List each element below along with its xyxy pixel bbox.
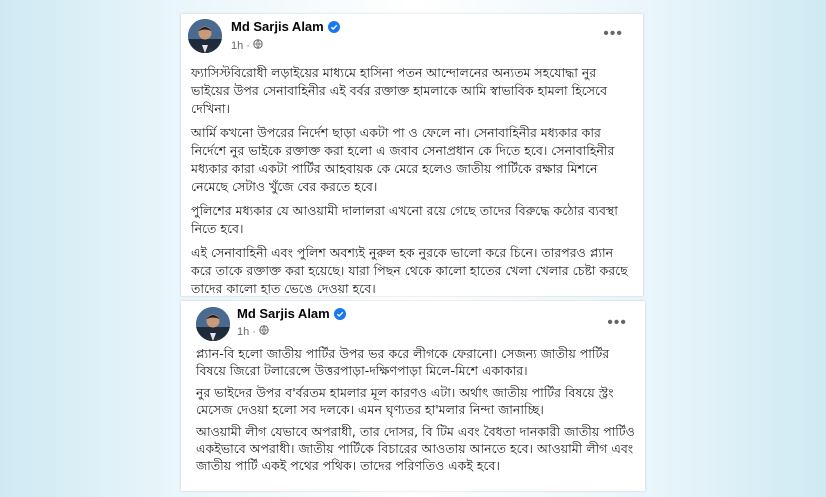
post-body [181,64,643,298]
globe-icon [253,39,263,52]
more-options-icon[interactable]: ••• [607,314,627,331]
facebook-post-1 [181,14,643,296]
verified-badge-icon [328,21,340,33]
post-paragraph: নুর ভাইদের উপর ব'র্বরতম হামলার মূল কারণও এটা। অর্থাৎ জাতীয় পার্টির বিষয়ে স্ট্রং মেসেজ দেওয়া হলো সব দলকে। এমন ঘৃণ্যতর হা'মলার নিন্দা জানাচ্ছি। [196,385,614,417]
post-body [181,345,645,474]
post-paragraph: প্ল্যান-বি হলো জাতীয় পার্টির উপর ভর করে লীগকে ফেরানো। সেজন্য জাতীয় পার্টির বিষয়ে জিরো টলারেন্সে উত্তরপাড়া-দক্ষিণপাড়া মিলে-মিশে একাকার। [196,346,610,378]
author-row [231,19,340,34]
post-time[interactable]: 1h [237,325,250,338]
post-time[interactable]: 1h [231,39,244,52]
more-options-icon[interactable]: ••• [603,25,623,42]
separator-dot: · [246,39,250,52]
facebook-post-2 [181,301,645,491]
globe-icon [259,325,269,338]
post-paragraph: আওয়ামী লীগ যেভাবে অপরাধী, তার দোসর, বি টিম এবং বৈধতা দানকারী জাতীয় পার্টিও একইভাবে অপরাধী। জাতীয় পার্টিকে বিচারের আওতায় আনতে হবে। আওয়ামী লীগ এবং জাতীয় পার্টি একই পথের পথিক। তাদের পরিণতিও একই হবে। [196,424,635,473]
post-header [181,301,645,345]
separator-dot: · [252,325,256,338]
post-paragraph: আর্মি কখনো উপরের নির্দেশ ছাড়া একটা পা ও ফেলে না। সেনাবাহিনীর মধ্যকার কার নির্দেশে নুর ভাইকে রক্তাক্ত করা হলো এ জবাব সেনাপ্রধান কে দিতে হবে। সেনাবাহিনীর মধ্যকার কারা একটা পার্টির আহবায়ক কে মেরে হলেও জাতীয় পার্টিকে রক্ষার মিশনে নেমেছে সেটাও খুঁজে বের করতে হবে। [191,125,615,194]
author-name[interactable]: Md Sarjis Alam [237,306,330,321]
post-paragraph: ফ্যাসিস্টবিরোধী লড়াইয়ের মাধ্যমে হাসিনা পতন আন্দোলনের অন্যতম সহযোদ্ধা নুর ভাইয়ের উপর সেনাবাহিনীর এই বর্বর রক্তাক্ত হামলাকে আমি স্বাভাবিক হামলা হিসেবে দেখিনা। [191,65,608,116]
post-paragraph: পুলিশের মধ্যকার যে আওয়ামী দালালরা এখনো রয়ে গেছে তাদের বিরুদ্ধে কঠোর ব্যবস্থা নিতে হবে। [191,203,618,236]
avatar[interactable] [196,307,230,341]
post-meta [237,325,269,338]
avatar[interactable] [188,19,222,53]
post-paragraph: এই সেনাবাহিনী এবং পুলিশ অবশ্যই নুরুল হক নুরকে ভালো করে চিনে। তারপরও প্ল্যান করে তাকে রক্তাক্ত করা হয়েছে। যারা পিছন থেকে কালো হাতের খেলা খেলার চেষ্টা করছে তাদের কালো হাত ভেঙে দেওয়া হবে। [191,245,628,296]
post-header [181,14,643,64]
author-name[interactable]: Md Sarjis Alam [231,19,324,34]
post-meta [231,39,263,52]
verified-badge-icon [334,308,346,320]
author-row [237,306,346,321]
